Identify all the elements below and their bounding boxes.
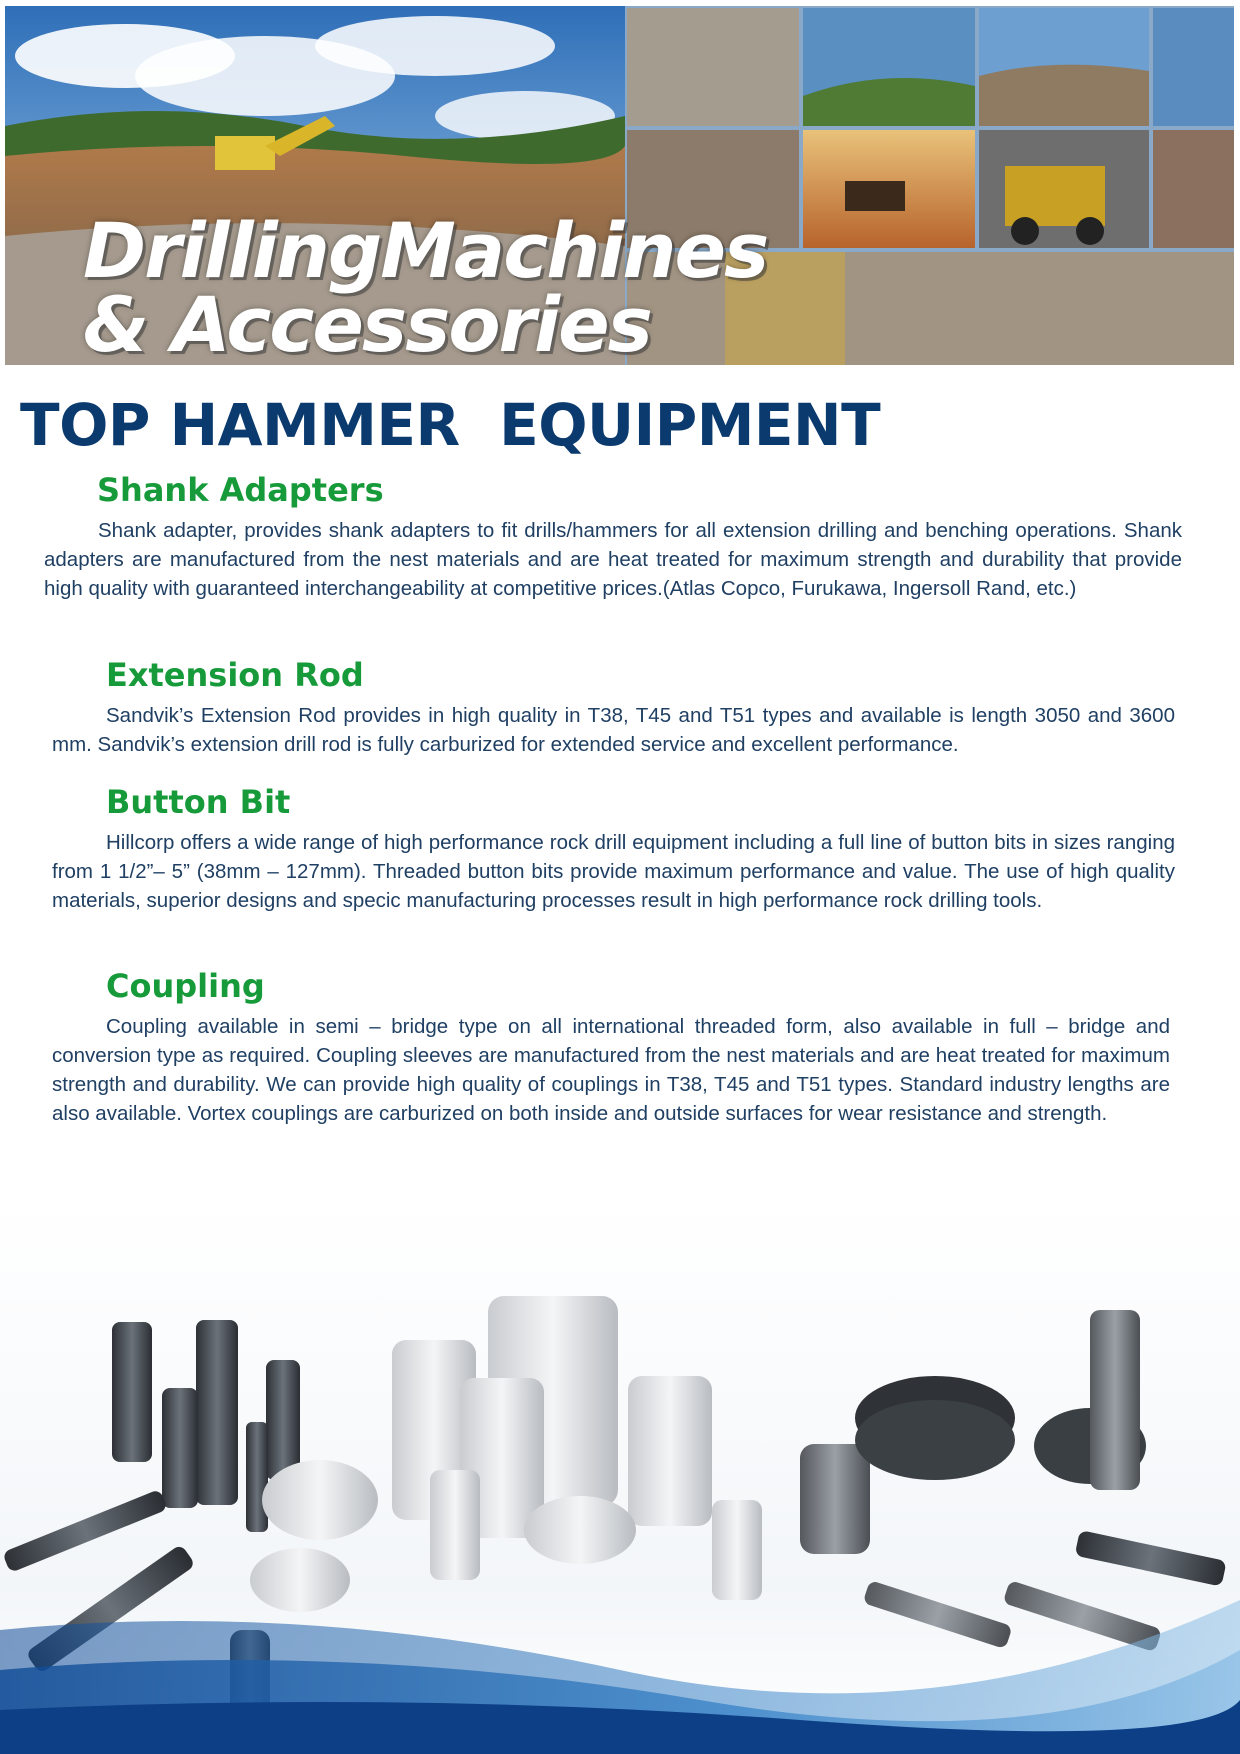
banner-title-line1: DrillingMachines	[83, 206, 768, 295]
section-body-button-bit: Hillcorp offers a wide range of high performance rock drill equipment including a full line of button bits in sizes ranging from 1 1/2”– 5” (38mm – 127mm). Threaded button bits provide maximum performance and value. The use of high quality materials, superior designs and specic manufacturing processes result in high performance rock drilling tools.	[52, 831, 1175, 912]
drilling-tools-illustration	[0, 1200, 1240, 1754]
section-body-coupling: Coupling available in semi – bridge type on all international threaded form, also available in full – bridge and conversion type as required. Coupling sleeves are manufactured from the nest materials and are heat treated for maximum strength and durability. We can provide high quality of couplings in T38, T45 and T51 types. Standard industry lengths are also available. Vortex couplings are carburized on both inside and outside surfaces for wear resistance and strength.	[52, 1015, 1170, 1125]
banner-title	[83, 206, 768, 365]
section-body-extension-rod: Sandvik’s Extension Rod provides in high quality in T38, T45 and T51 types and available is length 3050 and 3600 mm. Sandvik’s extension drill rod is fully carburized for extended service and excellent performance.	[52, 704, 1175, 756]
header-banner	[5, 6, 1234, 365]
products-image	[0, 1200, 1240, 1754]
section-title-extension-rod: Extension Rod	[106, 656, 364, 694]
section-title-coupling: Coupling	[106, 967, 265, 1005]
page-title: TOP HAMMER EQUIPMENT	[20, 391, 881, 459]
section-body-shank-adapters: Shank adapter, provides shank adapters to fit drills/hammers for all extension drilling and benching operations. Shank adapters are manufactured from the nest materials and are heat treated for maximum strength and durability that provide high quality with guaranteed interchangeability at competitive prices.(Atlas Copco, Furukawa, Ingersoll Rand, etc.)	[44, 519, 1182, 600]
section-title-shank-adapters: Shank Adapters	[97, 471, 384, 509]
section-title-button-bit: Button Bit	[106, 783, 291, 821]
banner-title-line2: & Accessories	[83, 280, 651, 365]
